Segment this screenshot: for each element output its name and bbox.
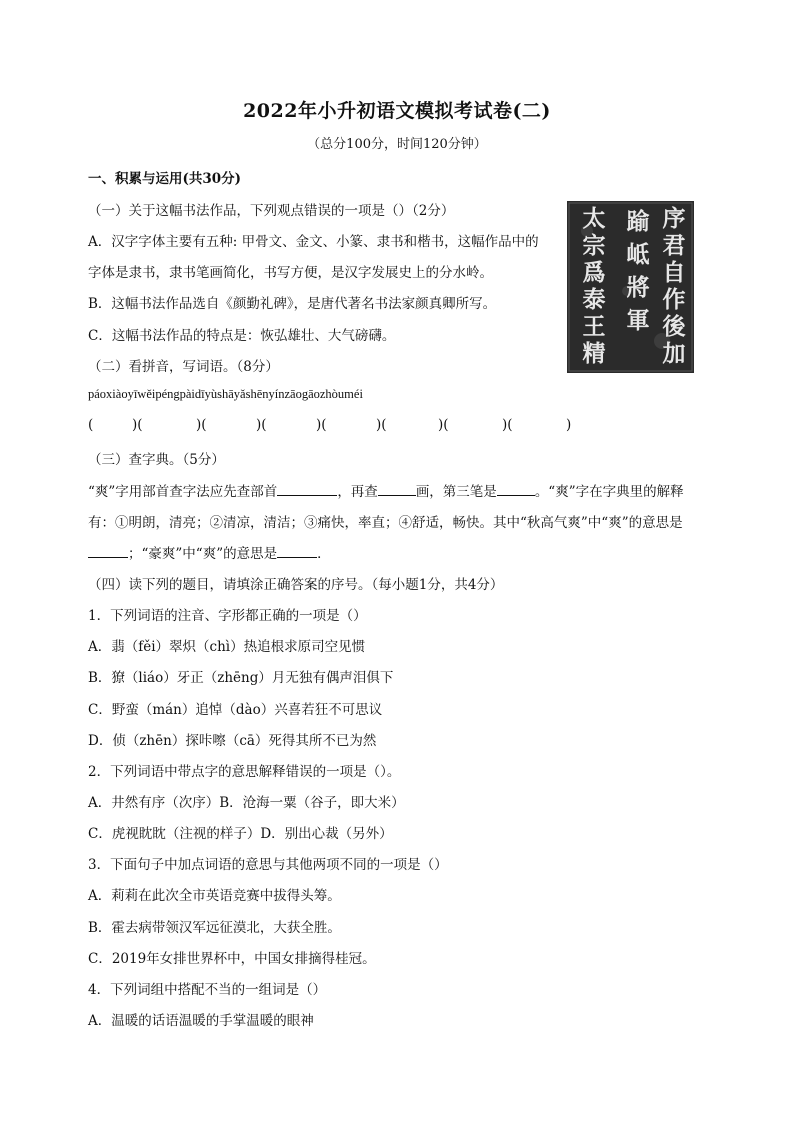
q3-text: ． xyxy=(317,546,331,562)
q3-text: “爽”字用部首查字法应先查部首 xyxy=(88,484,278,500)
paren: )( xyxy=(502,417,513,433)
q1-stem: （一）关于这幅书法作品，下列观点错误的一项是（）（2分） xyxy=(88,203,455,219)
q3-stem: （三）查字典。（5分） xyxy=(88,452,225,468)
calligraphy-character: 後 xyxy=(662,313,686,340)
q4-line: 2．下列词语中带点字的意思解释错误的一项是（）。 xyxy=(88,764,401,780)
q3-text: 画，第三笔是 xyxy=(415,484,497,500)
q4-line: A．莉莉在此次全市英语竞赛中拔得头筹。 xyxy=(88,888,341,904)
q3-text: ，再查 xyxy=(337,484,378,500)
calligraphy-column-2 xyxy=(625,205,651,337)
paren: )( xyxy=(376,417,387,433)
paren: )( xyxy=(316,417,327,433)
answer-blank[interactable] xyxy=(277,481,337,496)
q4-line: 1．下列词语的注音、字形都正确的一项是（） xyxy=(88,608,367,624)
paren: )( xyxy=(256,417,267,433)
calligraphy-character: 作 xyxy=(662,286,686,313)
q4-line: A．井然有序（次序）B．沧海一粟（谷子，即大米） xyxy=(88,795,405,811)
paren: ( xyxy=(88,417,94,433)
calligraphy-character: 宗 xyxy=(582,232,606,259)
calligraphy-character: 自 xyxy=(662,259,686,286)
page-title: 2022年小升初语文模拟考试卷(二) xyxy=(243,100,551,122)
q4-line: D．侦（zhēn）探咔嚓（cā）死得其所不已为然 xyxy=(88,733,377,749)
q4-line: C．虎视眈眈（注视的样子）D．别出心裁（另外） xyxy=(88,826,393,842)
paren: )( xyxy=(196,417,207,433)
calligraphy-character: 君 xyxy=(662,232,686,259)
calligraphy-character: 泰 xyxy=(582,286,606,313)
q4-line: 3．下面句子中加点词语的意思与其他两项不同的一项是（） xyxy=(88,857,448,873)
paren: )( xyxy=(438,417,449,433)
calligraphy-column-3 xyxy=(581,205,607,367)
answer-blank[interactable] xyxy=(378,481,416,496)
q1-option-c: C．这幅书法作品的特点是：恢弘雄壮、大气磅礴。 xyxy=(88,328,396,344)
answer-blank[interactable] xyxy=(497,481,535,496)
q2-pinyin: páoxiàoyīwěipéngpàidīyùshāyǎshēnyínzāogāozhòuméi xyxy=(88,387,363,401)
q4-line: B．獠（liáo）牙正（zhēng）月无独有偶声泪俱下 xyxy=(88,670,394,686)
calligraphy-character: 將 xyxy=(626,274,650,301)
q3-text: 。“爽”字在字典里的解释 xyxy=(534,484,684,500)
calligraphy-character: 岻 xyxy=(626,241,650,268)
q3-text: ；“豪爽”中“爽”的意思是 xyxy=(128,546,278,562)
paren: ) xyxy=(566,417,572,433)
calligraphy-character: 爲 xyxy=(582,259,606,286)
calligraphy-character: 精 xyxy=(582,340,606,367)
calligraphy-character: 加 xyxy=(662,340,686,367)
q4-line: B．霍去病带领汉军远征漠北，大获全胜。 xyxy=(88,920,341,936)
q4-line: A．温暖的话语温暖的手掌温暖的眼神 xyxy=(88,1013,314,1029)
calligraphy-column-1 xyxy=(661,205,687,367)
calligraphy-character: 軍 xyxy=(626,307,650,334)
calligraphy-character: 太 xyxy=(582,205,606,232)
q4-line: C．2019年女排世界杯中，中国女排摘得桂冠。 xyxy=(88,951,376,967)
calligraphy-character: 序 xyxy=(662,205,686,232)
q4-line: A．翡（fěi）翠炽（chì）热追根求原司空见惯 xyxy=(88,639,366,655)
paren: )( xyxy=(132,417,143,433)
page-subtitle: （总分100分，时间120分钟） xyxy=(307,137,487,152)
q4-stem: （四）读下列的题目，请填涂正确答案的序号。（每小题1分，共4分） xyxy=(88,577,504,593)
q1-option-a-line1: A．汉字字体主要有五种: 甲骨文、金文、小篆、隶书和楷书，这幅作品中的 xyxy=(88,234,539,250)
q2-stem: （二）看拼音，写词语。（8分） xyxy=(88,359,279,375)
answer-blank[interactable] xyxy=(277,543,317,558)
answer-blank[interactable] xyxy=(88,543,128,558)
q4-line: 4．下列词组中搭配不当的一组词是（） xyxy=(88,982,327,998)
q3-line3 xyxy=(88,542,331,562)
q4-line: C．野蛮（mán）追悼（dào）兴喜若狂不可思议 xyxy=(88,702,383,718)
q1-option-a-line2: 字体是隶书，隶书笔画简化，书写方便，是汉字发展史上的分水岭。 xyxy=(88,265,493,281)
q2-answer-parentheses xyxy=(88,417,588,437)
calligraphy-image xyxy=(567,201,694,373)
section-heading: 一、积累与运用(共30分) xyxy=(88,171,242,187)
calligraphy-character: 王 xyxy=(582,313,606,340)
q3-line1 xyxy=(88,480,684,500)
q3-line2: 有：①明朗，清亮；②清凉，清洁；③痛快，率直；④舒适，畅快。其中“秋高气爽”中“爽”的意思是 xyxy=(88,515,683,531)
calligraphy-character: 踰 xyxy=(626,208,650,235)
q1-option-b: B．这幅书法作品选自《颜勤礼碑》，是唐代著名书法家颜真卿所写。 xyxy=(88,296,497,312)
